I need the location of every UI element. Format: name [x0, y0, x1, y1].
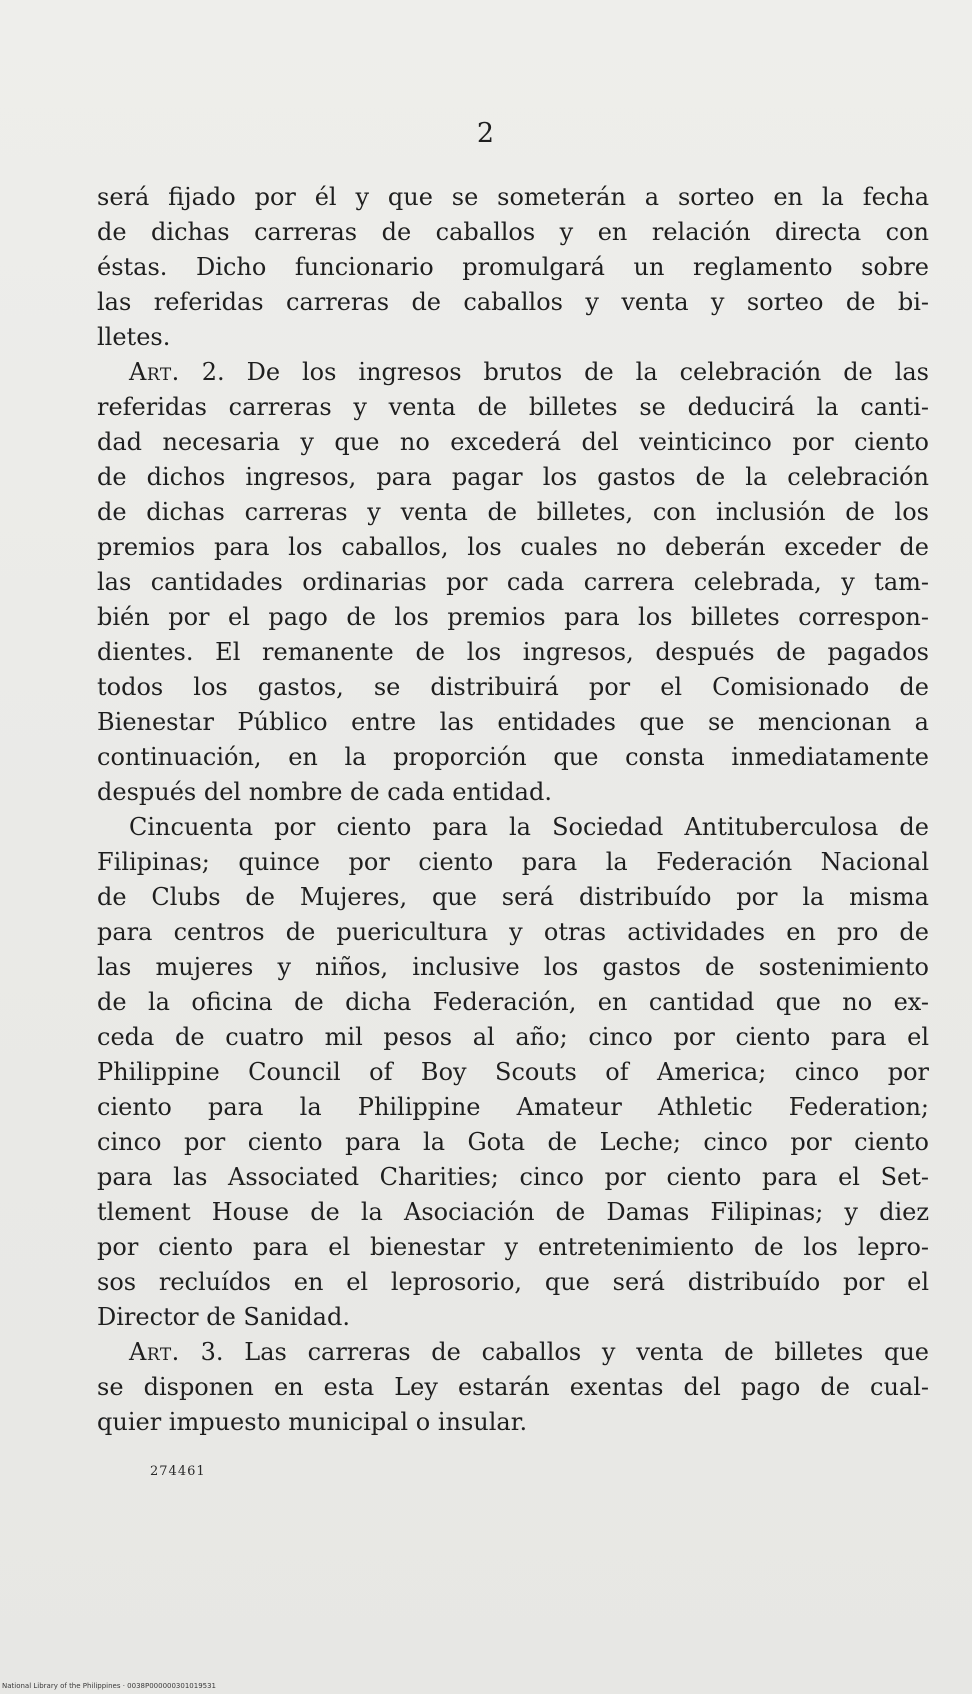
- text-line: para centros de puericultura y otras actividades en pro de: [97, 918, 929, 946]
- text-line: tlement House de la Asociación de Damas Filipinas; y diez: [97, 1198, 929, 1226]
- text-line: quier impuesto municipal o insular.: [97, 1408, 528, 1436]
- article-2-first-line: [97, 355, 929, 390]
- text-line: las cantidades ordinarias por cada carrera celebrada, y tam-: [97, 568, 929, 596]
- body-text: [97, 180, 929, 1440]
- text-line: para las Associated Charities; cinco por ciento para el Set-: [97, 1163, 929, 1191]
- text-line: de dichas carreras y venta de billetes, con inclusión de los: [97, 498, 929, 526]
- text-line: sos recluídos en el leprosorio, que será distribuído por el: [97, 1268, 929, 1296]
- text-line: se disponen en esta Ley estarán exentas del pago de cual-: [97, 1373, 929, 1401]
- text-line: ceda de cuatro mil pesos al año; cinco por ciento para el: [97, 1023, 929, 1051]
- text-line: las mujeres y niños, inclusive los gastos de sostenimiento: [97, 953, 929, 981]
- text-line: todos los gastos, se distribuirá por el Comisionado de: [97, 673, 929, 701]
- article-number: 2.: [201, 358, 225, 386]
- text-line: referidas carreras y venta de billetes se deducirá la canti-: [97, 393, 929, 421]
- article-text: De los ingresos brutos de la celebración de las: [246, 358, 929, 386]
- article-3-first-line: [97, 1335, 929, 1370]
- text-line: bién por el pago de los premios para los billetes correspon-: [97, 603, 929, 631]
- text-line: de Clubs de Mujeres, que será distribuído por la misma: [97, 883, 929, 911]
- text-line: de dichos ingresos, para pagar los gastos de la celebración: [97, 463, 929, 491]
- text-line: ciento para la Philippine Amateur Athletic Federation;: [97, 1093, 929, 1121]
- printer-code: 274461: [150, 1464, 206, 1479]
- article-number: 3.: [200, 1338, 224, 1366]
- article-text: Las carreras de caballos y venta de billetes que: [244, 1338, 929, 1366]
- text-line: Filipinas; quince por ciento para la Federación Nacional: [97, 848, 929, 876]
- text-line: cinco por ciento para la Gota de Leche; cinco por ciento: [97, 1128, 929, 1156]
- text-line: por ciento para el bienestar y entretenimiento de los lepro-: [97, 1233, 929, 1261]
- text-line: premios para los caballos, los cuales no deberán exceder de: [97, 533, 929, 561]
- text-line: éstas. Dicho funcionario promulgará un reglamento sobre: [97, 253, 929, 281]
- footer-credit: National Library of the Philippines · 0038P000000301019531: [2, 1682, 217, 1690]
- text-line: después del nombre de cada entidad.: [97, 778, 552, 806]
- text-line: de la oficina de dicha Federación, en cantidad que no ex-: [97, 988, 929, 1016]
- text-line: continuación, en la proporción que consta inmediatamente: [97, 743, 929, 771]
- text-line: será fijado por él y que se someterán a sorteo en la fecha: [97, 183, 929, 211]
- text-line: las referidas carreras de caballos y venta y sorteo de bi-: [97, 288, 929, 316]
- text-line: Director de Sanidad.: [97, 1303, 350, 1331]
- text-line: de dichas carreras de caballos y en relación directa con: [97, 218, 929, 246]
- article-label: Art.: [129, 358, 180, 386]
- text-line: dad necesaria y que no excederá del veinticinco por ciento: [97, 428, 929, 456]
- text-line: Cincuenta por ciento para la Sociedad Antituberculosa de: [129, 813, 929, 841]
- text-line: dientes. El remanente de los ingresos, después de pagados: [97, 638, 929, 666]
- page-number: 2: [476, 118, 496, 149]
- article-label: Art.: [129, 1338, 180, 1366]
- text-line: Philippine Council of Boy Scouts of America; cinco por: [97, 1058, 929, 1086]
- text-line: Bienestar Público entre las entidades que se mencionan a: [97, 708, 929, 736]
- text-line: lletes.: [97, 323, 171, 351]
